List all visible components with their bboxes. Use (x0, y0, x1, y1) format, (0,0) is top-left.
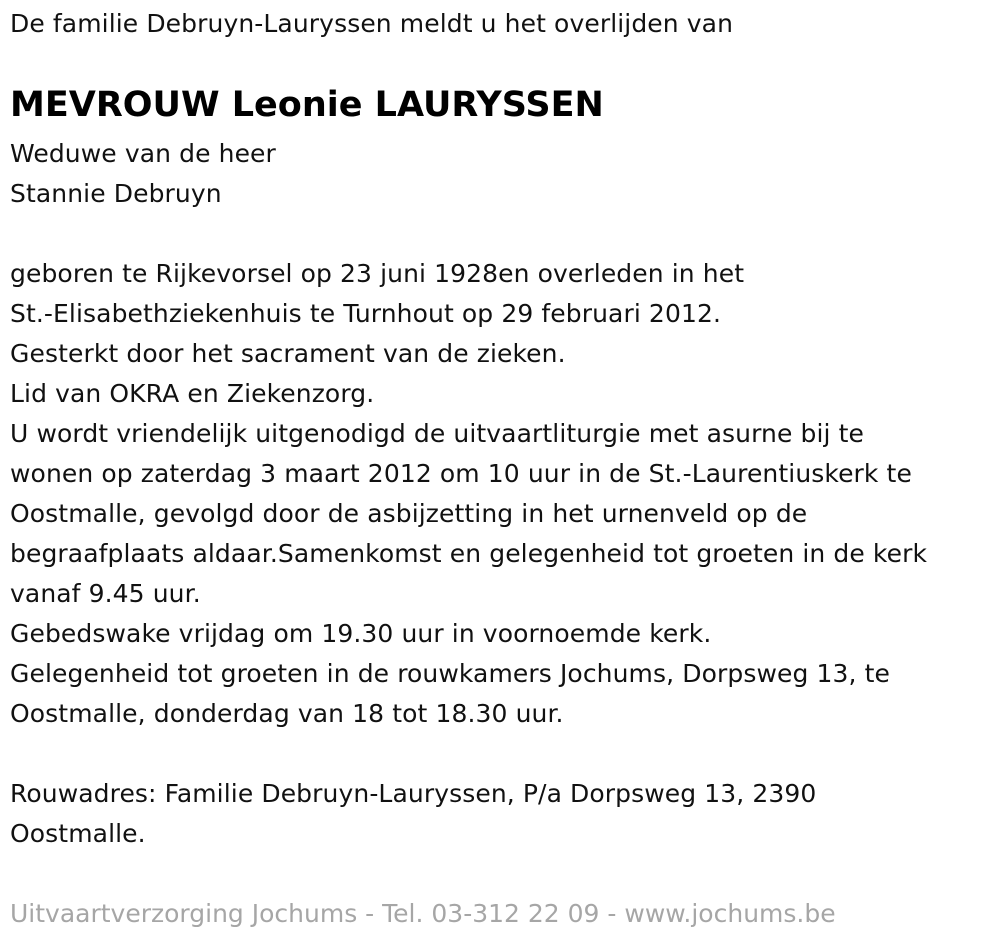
body-line: Gesterkt door het sacrament van de zieken. (10, 339, 566, 368)
body-line: U wordt vriendelijk uitgenodigd de uitvaartliturgie met asurne bij te (10, 419, 864, 448)
body-line: Gebedswake vrijdag om 19.30 uur in voornoemde kerk. (10, 619, 712, 648)
intro-text: De familie Debruyn-Lauryssen meldt u het overlijden van (10, 9, 734, 38)
body-line: Oostmalle, gevolgd door de asbijzetting in het urnenveld op de (10, 499, 808, 528)
address-line: Rouwadres: Familie Debruyn-Lauryssen, P/a Dorpsweg 13, 2390 (10, 779, 817, 808)
mourning-address (10, 774, 816, 854)
announcement-intro (10, 4, 733, 44)
body-line: geboren te Rijkevorsel op 23 juni 1928en overleden in het (10, 259, 745, 288)
body-line: St.-Elisabethziekenhuis te Turnhout op 29 februari 2012. (10, 299, 722, 328)
widow-of-block (10, 134, 276, 214)
address-line: Oostmalle. (10, 819, 146, 848)
deceased-name: MEVROUW Leonie LAURYSSEN (10, 85, 604, 125)
body-line: wonen op zaterdag 3 maart 2012 om 10 uur in de St.-Laurentiuskerk te (10, 459, 912, 488)
body-line: vanaf 9.45 uur. (10, 579, 201, 608)
notice-body (10, 254, 927, 734)
body-line: Gelegenheid tot groeten in de rouwkamers Jochums, Dorpsweg 13, te (10, 659, 890, 688)
death-notice (10, 0, 995, 950)
body-line: begraafplaats aldaar.Samenkomst en gelegenheid tot groeten in de kerk (10, 539, 928, 568)
funeral-home-footer: Uitvaartverzorging Jochums - Tel. 03-312 22 09 - www.jochums.be (10, 899, 836, 928)
body-line: Oostmalle, donderdag van 18 tot 18.30 uur. (10, 699, 564, 728)
widow-line: Weduwe van de heer (10, 139, 276, 168)
spouse-name: Stannie Debruyn (10, 179, 222, 208)
body-line: Lid van OKRA en Ziekenzorg. (10, 379, 375, 408)
